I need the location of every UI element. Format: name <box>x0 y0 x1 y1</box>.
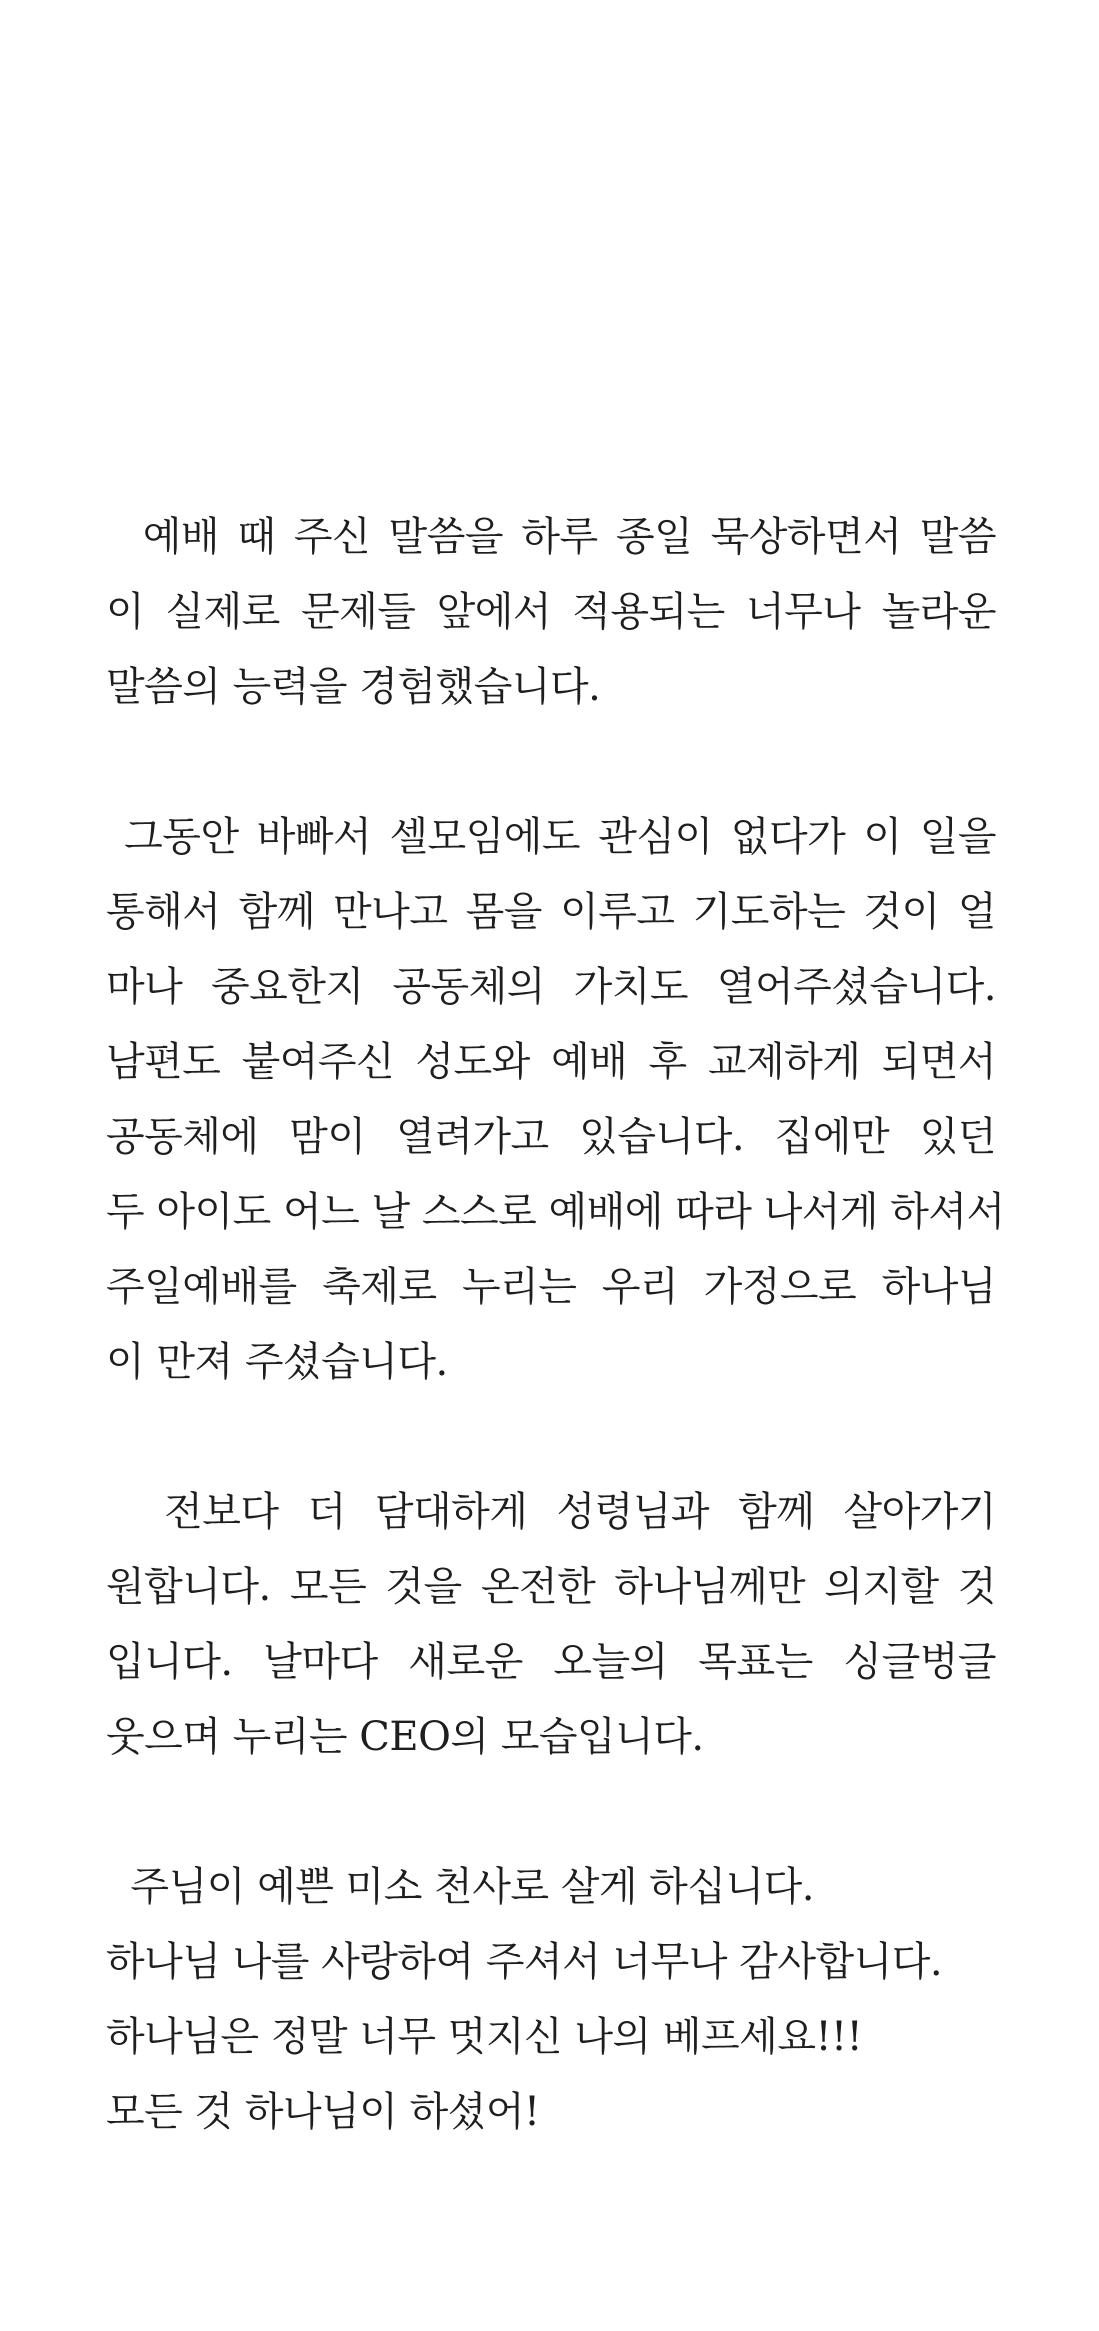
text-line: 주님이 예쁜 미소 천사로 살게 하십니다. <box>106 1864 814 1910</box>
text-line: 주일예배를 축제로 누리는 우리 가정으로 하나님 <box>106 1264 996 1310</box>
paragraph <box>106 800 1005 1400</box>
text-line: 입니다. 날마다 새로운 오늘의 목표는 싱글벙글 <box>106 1639 996 1685</box>
text-line: 공동체에 맘이 열려가고 있습니다. 집에만 있던 <box>106 1114 996 1160</box>
text-line: 그동안 바빠서 셀모임에도 관심이 없다가 이 일을 <box>106 814 996 860</box>
text-line: 전보다 더 담대하게 성령님과 함께 살아가기 <box>106 1489 996 1535</box>
text-line: 마나 중요한지 공동체의 가치도 열어주셨습니다. <box>106 964 996 1010</box>
text-line: 이 만져 주셨습니다. <box>106 1339 448 1385</box>
text-line: 웃으며 누리는 CEO의 모습입니다. <box>106 1714 704 1760</box>
text-line: 말씀의 능력을 경험했습니다. <box>106 664 601 710</box>
paragraph <box>106 1850 996 2150</box>
text-line: 두 아이도 어느 날 스스로 예배에 따라 나서게 하셔서 <box>106 1189 1005 1235</box>
text-line: 원합니다. 모든 것을 온전한 하나님께만 의지할 것 <box>106 1564 996 1610</box>
text-line: 하나님 나를 사랑하여 주셔서 너무나 감사합니다. <box>106 1939 943 1985</box>
testimony-text <box>106 500 1005 2225</box>
text-line: 이 실제로 문제들 앞에서 적용되는 너무나 놀라운 <box>106 589 996 635</box>
text-line: 통해서 함께 만나고 몸을 이루고 기도하는 것이 얼 <box>106 889 996 935</box>
text-line: 예배 때 주신 말씀을 하루 종일 묵상하면서 말씀 <box>106 514 996 560</box>
paragraph <box>106 500 996 725</box>
paragraph <box>106 1475 996 1775</box>
text-line: 모든 것 하나님이 하셨어! <box>106 2089 540 2135</box>
text-line: 하나님은 정말 너무 멋지신 나의 베프세요!!! <box>106 2014 863 2060</box>
text-line: 남편도 붙여주신 성도와 예배 후 교제하게 되면서 <box>106 1039 996 1085</box>
